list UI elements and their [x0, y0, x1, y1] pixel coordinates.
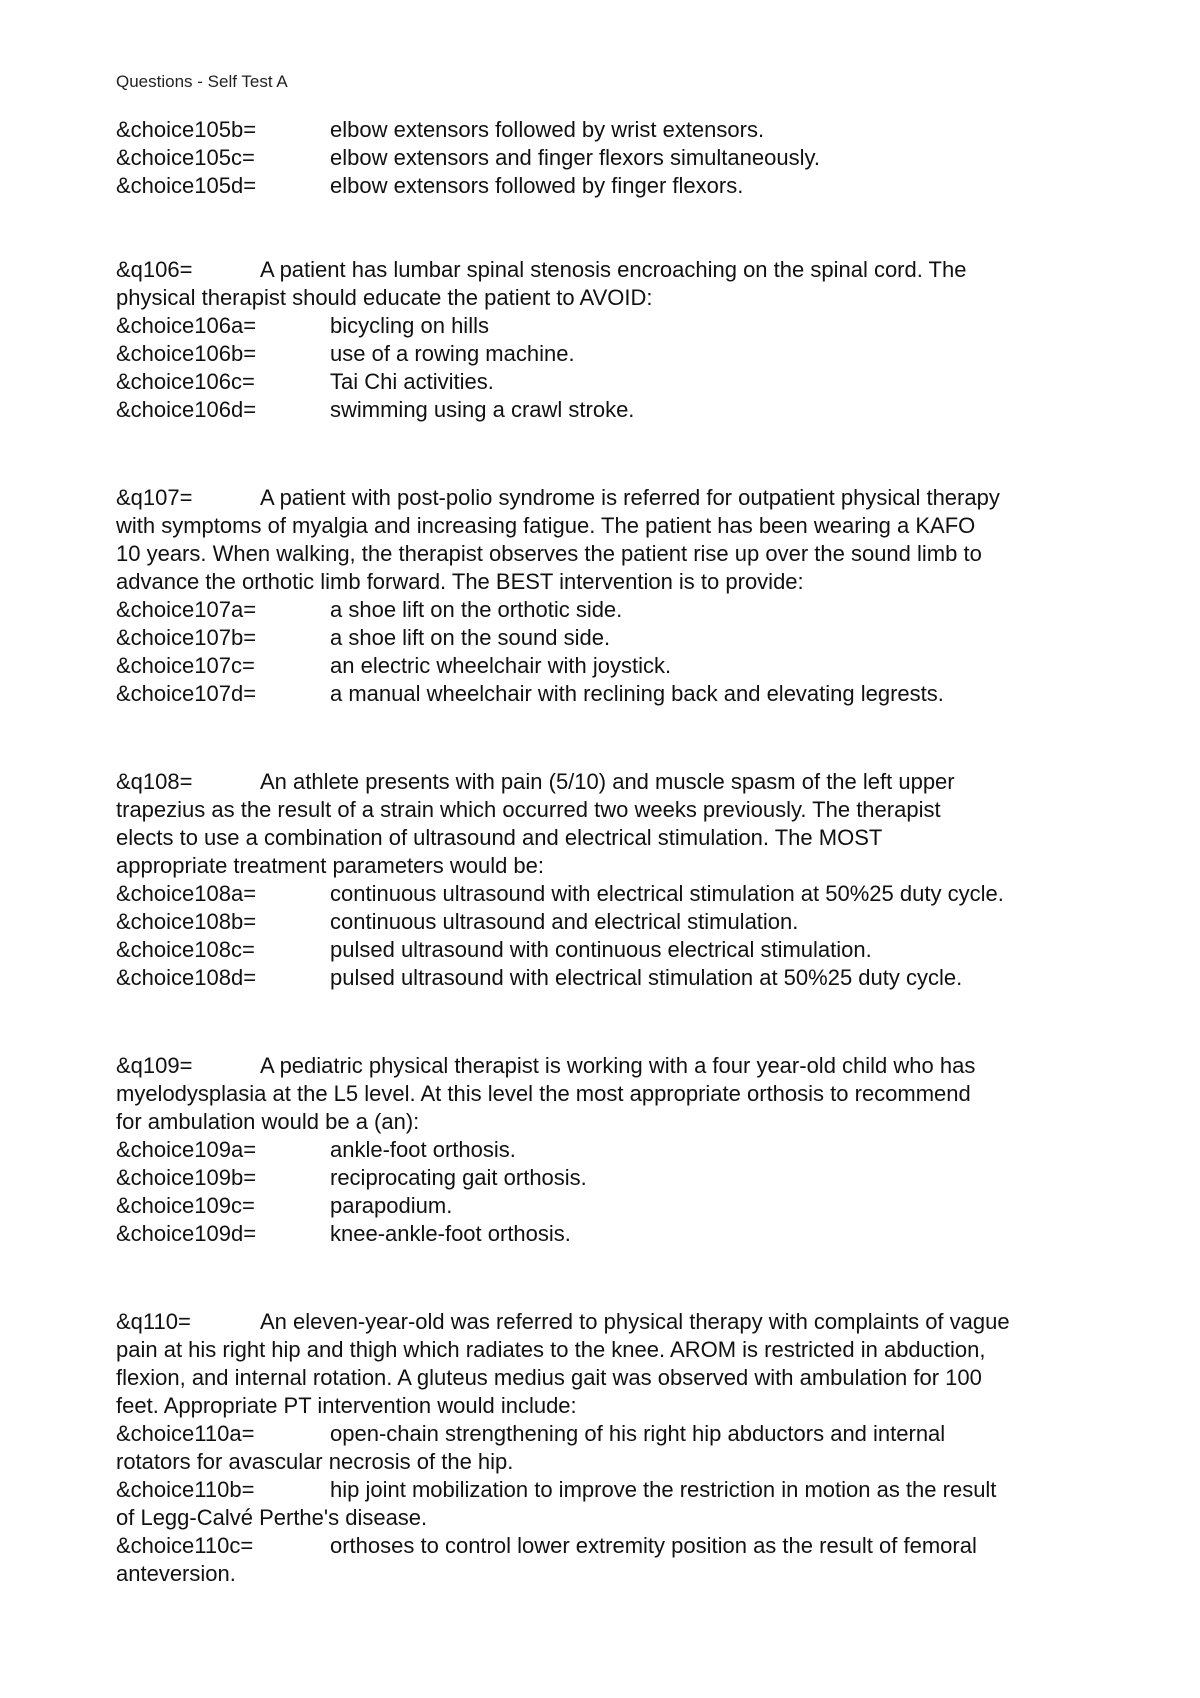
choice-105c — [116, 144, 1100, 172]
choice-text: Tai Chi activities. — [330, 369, 494, 394]
choice-108d — [116, 964, 1100, 992]
choice-text: hip joint mobilization to improve the restriction in motion as the result — [330, 1477, 997, 1502]
question-107-continued: 10 years. When walking, the therapist observes the patient rise up over the sound limb to — [116, 541, 982, 566]
choice-text: ankle-foot orthosis. — [330, 1137, 516, 1162]
choice-label: &choice110b= — [116, 1477, 255, 1502]
choice-110b-continued: of Legg-Calvé Perthe's disease. — [116, 1505, 428, 1530]
choice-107c — [116, 652, 1100, 680]
question-110-continued: pain at his right hip and thigh which radiates to the knee. AROM is restricted in abduction, — [116, 1337, 986, 1362]
choice-text: a manual wheelchair with reclining back and elevating legrests. — [330, 681, 944, 706]
choice-text: pulsed ultrasound with continuous electrical stimulation. — [330, 937, 872, 962]
question-107-continued: advance the orthotic limb forward. The BEST intervention is to provide: — [116, 569, 804, 594]
choice-text: swimming using a crawl stroke. — [330, 397, 635, 422]
choice-107b — [116, 624, 1100, 652]
choice-text: a shoe lift on the sound side. — [330, 625, 611, 650]
choice-105b — [116, 116, 1100, 144]
choice-106d — [116, 396, 1100, 424]
choice-109c — [116, 1192, 1100, 1220]
question-109-continued: for ambulation would be a (an): — [116, 1109, 420, 1134]
choice-108b — [116, 908, 1100, 936]
choice-109a — [116, 1136, 1100, 1164]
choice-110b — [116, 1476, 1100, 1504]
question-106 — [116, 256, 1100, 284]
question-108-continued: trapezius as the result of a strain which occurred two weeks previously. The therapist — [116, 797, 941, 822]
question-106-continued: physical therapist should educate the patient to AVOID: — [116, 285, 653, 310]
choice-label: &choice106c= — [116, 369, 255, 394]
question-107 — [116, 484, 1100, 512]
choice-110a — [116, 1420, 1100, 1448]
page-header: Questions - Self Test A — [116, 72, 288, 91]
question-108 — [116, 768, 1100, 796]
choice-text: orthoses to control lower extremity position as the result of femoral — [330, 1533, 977, 1558]
choice-110c — [116, 1532, 1100, 1560]
choice-106a — [116, 312, 1100, 340]
choice-text: use of a rowing machine. — [330, 341, 575, 366]
choice-text: a shoe lift on the orthotic side. — [330, 597, 623, 622]
choice-text: bicycling on hills — [330, 313, 489, 338]
choice-text: elbow extensors followed by finger flexors. — [330, 173, 744, 198]
question-108-continued: elects to use a combination of ultrasound and electrical stimulation. The MOST — [116, 825, 883, 850]
choice-label: &choice109d= — [116, 1221, 257, 1246]
choice-108c — [116, 936, 1100, 964]
choice-105d — [116, 172, 1100, 200]
choice-label: &choice108b= — [116, 909, 257, 934]
choice-label: &choice109b= — [116, 1165, 257, 1190]
choice-label: &choice107d= — [116, 681, 257, 706]
choice-106b — [116, 340, 1100, 368]
question-108-continued: appropriate treatment parameters would be: — [116, 853, 545, 878]
question-107-continued: with symptoms of myalgia and increasing fatigue. The patient has been wearing a KAFO — [116, 513, 976, 538]
choice-label: &choice105c= — [116, 145, 255, 170]
choice-110a-continued: rotators for avascular necrosis of the hip. — [116, 1449, 514, 1474]
choice-label: &choice109a= — [116, 1137, 257, 1162]
choice-label: &choice110c= — [116, 1533, 254, 1558]
choice-label: &choice108c= — [116, 937, 255, 962]
question-text: A pediatric physical therapist is working with a four year-old child who has — [260, 1053, 976, 1078]
question-110-continued: feet. Appropriate PT intervention would include: — [116, 1393, 577, 1418]
choice-108a — [116, 880, 1100, 908]
question-text: An eleven-year-old was referred to physical therapy with complaints of vague — [260, 1309, 1010, 1334]
question-label: &q107= — [116, 485, 193, 510]
question-109 — [116, 1052, 1100, 1080]
choice-text: elbow extensors and finger flexors simultaneously. — [330, 145, 820, 170]
choice-text: continuous ultrasound with electrical stimulation at 50%25 duty cycle. — [330, 881, 1004, 906]
choice-text: pulsed ultrasound with electrical stimulation at 50%25 duty cycle. — [330, 965, 963, 990]
question-label: &q108= — [116, 769, 193, 794]
choice-109b — [116, 1164, 1100, 1192]
choice-110c-continued: anteversion. — [116, 1561, 236, 1586]
choice-text: continuous ultrasound and electrical stimulation. — [330, 909, 799, 934]
choice-label: &choice109c= — [116, 1193, 255, 1218]
choice-label: &choice105b= — [116, 117, 257, 142]
question-label: &q109= — [116, 1053, 193, 1078]
choice-text: an electric wheelchair with joystick. — [330, 653, 672, 678]
choice-107d — [116, 680, 1100, 708]
question-text: A patient has lumbar spinal stenosis encroaching on the spinal cord. The — [260, 257, 967, 282]
choice-label: &choice107a= — [116, 597, 257, 622]
choice-text: knee-ankle-foot orthosis. — [330, 1221, 571, 1246]
question-109-continued: myelodysplasia at the L5 level. At this level the most appropriate orthosis to recommend — [116, 1081, 971, 1106]
question-110 — [116, 1308, 1100, 1336]
choice-label: &choice108d= — [116, 965, 257, 990]
choice-label: &choice106a= — [116, 313, 257, 338]
question-text: An athlete presents with pain (5/10) and muscle spasm of the left upper — [260, 769, 955, 794]
choice-label: &choice107b= — [116, 625, 257, 650]
choice-label: &choice106d= — [116, 397, 257, 422]
choice-text: elbow extensors followed by wrist extensors. — [330, 117, 765, 142]
choice-text: parapodium. — [330, 1193, 453, 1218]
choice-109d — [116, 1220, 1100, 1248]
choice-label: &choice107c= — [116, 653, 255, 678]
choice-106c — [116, 368, 1100, 396]
choice-107a — [116, 596, 1100, 624]
choice-label: &choice110a= — [116, 1421, 255, 1446]
choice-label: &choice106b= — [116, 341, 257, 366]
choice-label: &choice105d= — [116, 173, 257, 198]
question-110-continued: flexion, and internal rotation. A gluteus medius gait was observed with ambulation for 100 — [116, 1365, 982, 1390]
question-text: A patient with post-polio syndrome is referred for outpatient physical therapy — [260, 485, 1000, 510]
choice-text: open-chain strengthening of his right hip abductors and internal — [330, 1421, 946, 1446]
choice-text: reciprocating gait orthosis. — [330, 1165, 587, 1190]
question-label: &q106= — [116, 257, 193, 282]
question-label: &q110= — [116, 1309, 191, 1334]
choice-label: &choice108a= — [116, 881, 257, 906]
